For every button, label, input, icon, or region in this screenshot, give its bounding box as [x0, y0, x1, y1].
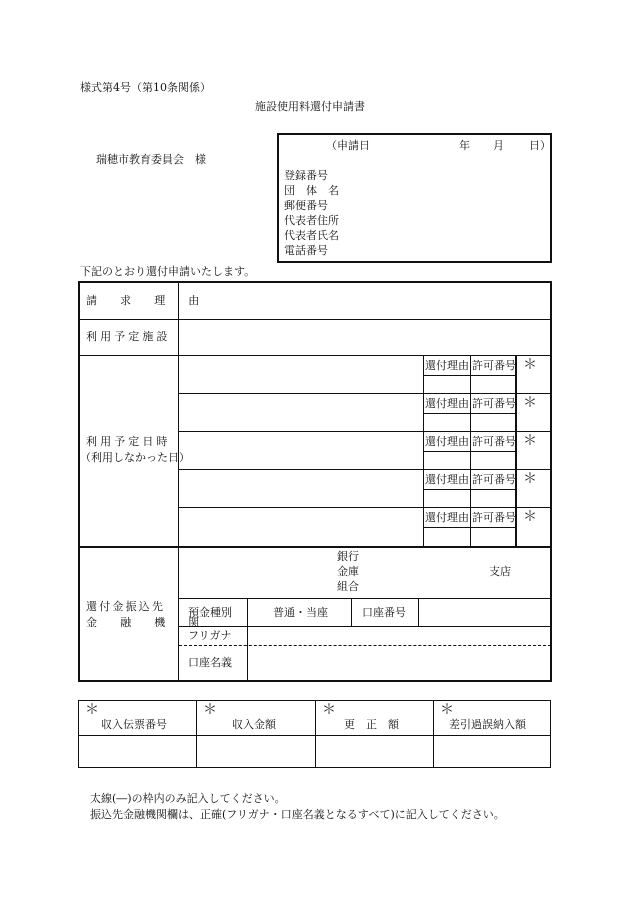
office-star-4: ＊ — [440, 702, 454, 718]
intro-text: 下記のとおり還付申請いたします。 — [80, 265, 256, 278]
refund-reason-5: 還付理由 — [425, 511, 469, 524]
office-star-1: ＊ — [85, 702, 99, 718]
label-dates: 利用予定日時 — [86, 435, 171, 448]
branch-label: 支店 — [489, 565, 511, 578]
note-2: 振込先金融機関欄は、正確(フリガナ・口座名義となるすべて)に記入してください。 — [90, 808, 505, 821]
header-net-overpayment: 差引過誤納入額 — [449, 718, 526, 731]
office-use-star-2: ＊ — [523, 395, 537, 411]
label-bank-1: 還付金振込先 — [86, 600, 166, 613]
office-star-2: ＊ — [203, 702, 217, 718]
refund-reason-2: 還付理由 — [425, 397, 469, 410]
note-1: 太線(―)の枠内のみ記入してください。 — [90, 792, 286, 805]
bank-type-shinkin: 金庫 — [337, 565, 359, 578]
label-bank-2: 金 融 機 関 — [86, 616, 206, 629]
label-dates-sub: （利用しなかった日） — [80, 451, 190, 464]
permit-no-4: 許可番号 — [472, 473, 516, 486]
header-receipt-amount: 収入金額 — [232, 718, 276, 731]
refund-reason-3: 還付理由 — [425, 435, 469, 448]
permit-no-3: 許可番号 — [472, 435, 516, 448]
header-receipt-slip-no: 収入伝票番号 — [101, 718, 167, 731]
date-month: 月 — [493, 139, 504, 152]
permit-no-5: 許可番号 — [472, 511, 516, 524]
field-phone-number: 電話番号 — [284, 244, 328, 257]
form-number: 様式第4号（第10条関係） — [80, 81, 211, 94]
field-postal-code: 郵便番号 — [284, 199, 328, 212]
furigana-label: フリガナ — [188, 629, 232, 642]
permit-no-1: 許可番号 — [472, 359, 516, 372]
office-use-star-4: ＊ — [523, 471, 537, 487]
office-star-3: ＊ — [322, 702, 336, 718]
office-use-star-1: ＊ — [523, 357, 537, 373]
field-representative-address: 代表者住所 — [284, 214, 339, 227]
office-use-star-5: ＊ — [523, 509, 537, 525]
addressee: 瑞穂市教育委員会 様 — [96, 153, 206, 166]
deposit-type-options: 普通・当座 — [273, 606, 328, 619]
permit-no-2: 許可番号 — [472, 397, 516, 410]
date-day: 日） — [529, 139, 551, 152]
office-use-star-3: ＊ — [523, 433, 537, 449]
label-facility: 利用予定施設 — [86, 330, 171, 343]
account-name-label: 口座名義 — [188, 656, 232, 669]
deposit-type-label: 預金種別 — [188, 606, 232, 619]
application-date-label: （申請日 — [326, 139, 370, 152]
label-request-reason: 請 求 理 由 — [86, 294, 206, 307]
date-year: 年 — [459, 139, 470, 152]
header-correction-amount: 更 正 額 — [344, 718, 399, 731]
refund-reason-1: 還付理由 — [425, 359, 469, 372]
field-registration-no: 登録番号 — [284, 169, 328, 182]
bank-type-bank: 銀行 — [337, 550, 359, 563]
bank-type-kumiai: 組合 — [337, 580, 359, 593]
field-representative-name: 代表者氏名 — [284, 229, 339, 242]
field-group-name: 団 体 名 — [284, 184, 339, 197]
refund-reason-4: 還付理由 — [425, 473, 469, 486]
document-title: 施設使用料還付申請書 — [255, 100, 365, 113]
account-number-label: 口座番号 — [362, 606, 406, 619]
